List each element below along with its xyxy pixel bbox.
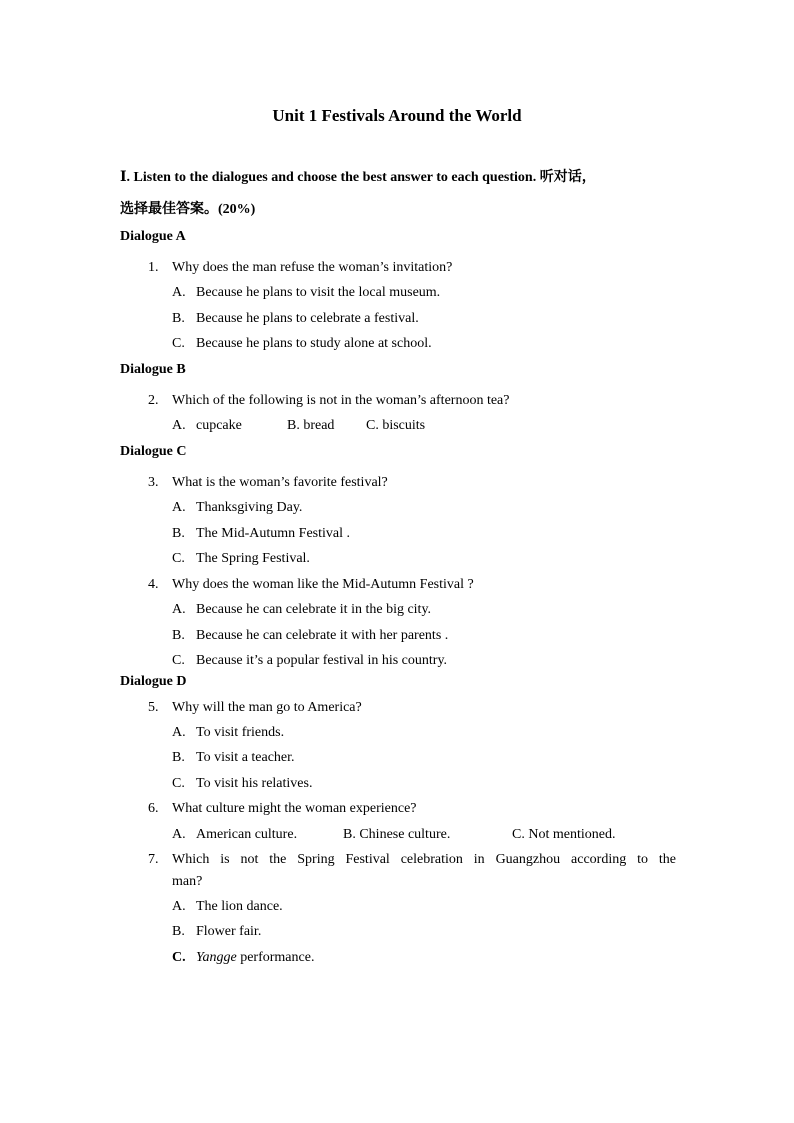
question-text: Why does the woman like the Mid-Autumn Festival ? (172, 577, 474, 592)
option-3a (172, 500, 302, 516)
option-text: American culture. (196, 827, 298, 842)
option-text-italic: Yangge (196, 950, 237, 965)
option-letter: A. (172, 899, 186, 914)
option-6b (343, 827, 450, 843)
options-2 (172, 418, 472, 438)
question-number: 6. (148, 801, 159, 816)
question-text: What is the woman’s favorite festival? (172, 475, 388, 490)
option-text: cupcake (196, 418, 242, 433)
question-text-line1: Which is not the Spring Festival celebration in Guangzhou according to the (172, 852, 676, 867)
option-letter: C. (172, 551, 185, 566)
dialogue-d-heading: Dialogue D (120, 674, 187, 689)
option-letter: C. (512, 827, 525, 842)
option-letter: C. (172, 653, 185, 668)
question-number: 7. (148, 852, 159, 867)
option-text: performance. (236, 950, 315, 965)
option-letter: B. (172, 311, 185, 326)
option-letter: A. (172, 827, 186, 842)
option-letter: B. (172, 750, 185, 765)
question-number: 4. (148, 577, 159, 592)
option-letter: A. (172, 725, 186, 740)
question-text-line2: man? (172, 874, 203, 889)
option-7c (172, 950, 314, 966)
option-letter: C. (172, 776, 185, 791)
option-5a (172, 725, 284, 741)
option-text: Because he plans to study alone at school. (196, 336, 432, 351)
option-letter: B. (172, 526, 185, 541)
option-2b (287, 418, 334, 434)
option-1a (172, 285, 440, 301)
option-text: biscuits (382, 418, 426, 433)
option-4b (172, 628, 448, 644)
option-text: Because it’s a popular festival in his country. (196, 653, 448, 668)
option-7b (172, 924, 261, 940)
question-text: What culture might the woman experience? (172, 801, 417, 816)
option-6a (172, 827, 297, 843)
option-text: To visit a teacher. (196, 750, 295, 765)
option-letter: A. (172, 500, 186, 515)
option-letter: C. (172, 336, 185, 351)
option-letter: B. (287, 418, 300, 433)
option-text: Thanksgiving Day. (196, 500, 303, 515)
option-text: Not mentioned. (528, 827, 616, 842)
option-6c (512, 827, 615, 843)
section-instruction-line1: Ⅰ. Listen to the dialogues and choose the best answer to each question. 听对话， (120, 170, 596, 185)
question-number: 3. (148, 475, 159, 490)
dialogue-a-heading: Dialogue A (120, 229, 186, 244)
option-5b (172, 750, 295, 766)
option-letter: A. (172, 602, 186, 617)
option-2c (366, 418, 425, 434)
option-letter: B. (343, 827, 356, 842)
option-letter: B. (172, 628, 185, 643)
option-text: bread (303, 418, 335, 433)
option-3c (172, 551, 310, 567)
dialogue-c-heading: Dialogue C (120, 444, 187, 459)
page-title: Unit 1 Festivals Around the World (272, 106, 522, 125)
option-letter: A. (172, 285, 186, 300)
option-text: The lion dance. (196, 899, 283, 914)
option-letter: C. (172, 950, 186, 965)
dialogue-b-heading: Dialogue B (120, 362, 186, 377)
option-text: Because he plans to visit the local museum. (196, 285, 441, 300)
option-text: Because he can celebrate it with her parents . (196, 628, 449, 643)
option-text: The Mid-Autumn Festival . (196, 526, 350, 541)
option-text: Because he can celebrate it in the big city. (196, 602, 432, 617)
option-2a (172, 418, 242, 434)
option-text: Chinese culture. (359, 827, 451, 842)
question-text: Which of the following is not in the woman’s afternoon tea? (172, 393, 510, 408)
question-number: 1. (148, 260, 159, 275)
option-5c (172, 776, 312, 792)
option-text: The Spring Festival. (196, 551, 310, 566)
question-number: 2. (148, 393, 159, 408)
option-7a (172, 899, 283, 915)
option-letter: B. (172, 924, 185, 939)
question-number: 5. (148, 700, 159, 715)
section-instruction-line2: 选择最佳答案。(20%) (120, 202, 256, 217)
option-3b (172, 526, 350, 542)
option-letter: A. (172, 418, 186, 433)
option-1c (172, 336, 432, 352)
option-text: To visit friends. (196, 725, 285, 740)
option-letter: C. (366, 418, 379, 433)
question-7 (148, 849, 676, 897)
question-text: Why will the man go to America? (172, 700, 362, 715)
option-4c (172, 653, 447, 669)
question-text: Why does the man refuse the woman’s invitation? (172, 260, 453, 275)
option-text: Flower fair. (196, 924, 262, 939)
option-text: To visit his relatives. (196, 776, 313, 791)
options-6 (172, 827, 652, 847)
option-text: Because he plans to celebrate a festival. (196, 311, 419, 326)
option-1b (172, 311, 419, 327)
option-4a (172, 602, 431, 618)
